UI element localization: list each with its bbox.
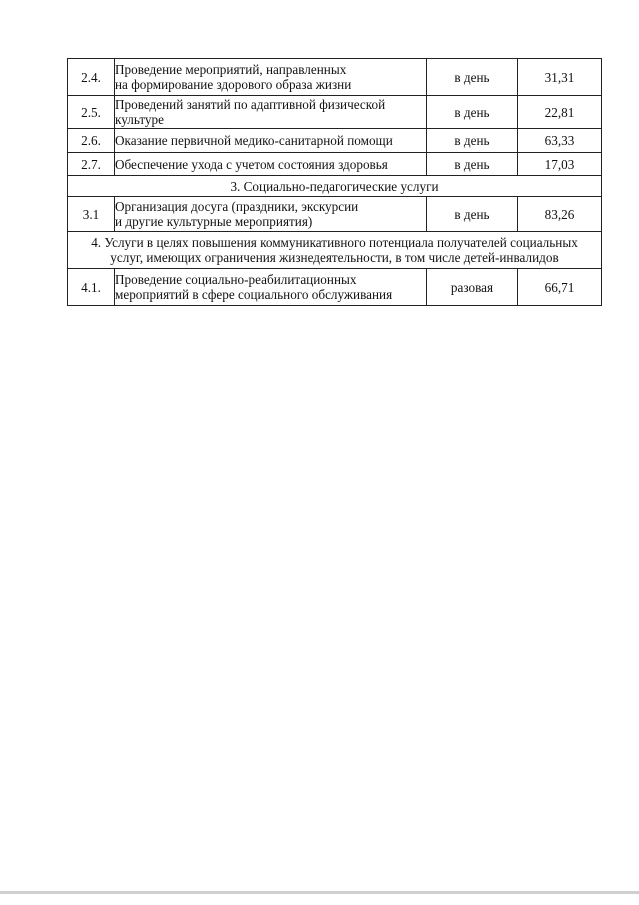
service-name: Проведение мероприятий, направленных на формирование здорового образа жизни (115, 59, 427, 96)
row-number: 2.7. (68, 153, 115, 176)
services-price-table (67, 58, 602, 306)
table-row (68, 96, 602, 129)
service-price: 63,33 (518, 129, 602, 153)
service-price: 22,81 (518, 96, 602, 129)
table-row (68, 129, 602, 153)
row-number: 4.1. (68, 269, 115, 306)
service-price: 66,71 (518, 269, 602, 306)
table-row (68, 59, 602, 96)
section-title: 3. Социально-педагогические услуги (68, 176, 602, 197)
section-header-row (68, 232, 602, 269)
table-row (68, 269, 602, 306)
service-unit: в день (427, 129, 518, 153)
service-name: Оказание первичной медико-санитарной помощи (115, 129, 427, 153)
service-unit: в день (427, 197, 518, 232)
service-price: 17,03 (518, 153, 602, 176)
service-unit: разовая (427, 269, 518, 306)
service-name: Проведение социально-реабилитационных мероприятий в сфере социального обслуживания (115, 269, 427, 306)
row-number: 3.1 (68, 197, 115, 232)
service-name: Обеспечение ухода с учетом состояния здоровья (115, 153, 427, 176)
row-number: 2.4. (68, 59, 115, 96)
row-number: 2.6. (68, 129, 115, 153)
service-price: 31,31 (518, 59, 602, 96)
section-header-row (68, 176, 602, 197)
service-unit: в день (427, 153, 518, 176)
scan-edge-line (0, 891, 639, 894)
section-title: 4. Услуги в целях повышения коммуникативного потенциала получателей социальных услуг, имеющих ограничения жизнедеятельности, в том числе детей-инвалидов (68, 232, 602, 269)
service-unit: в день (427, 96, 518, 129)
table-row (68, 153, 602, 176)
service-unit: в день (427, 59, 518, 96)
row-number: 2.5. (68, 96, 115, 129)
service-name: Организация досуга (праздники, экскурсии и другие культурные мероприятия) (115, 197, 427, 232)
table-row (68, 197, 602, 232)
service-price: 83,26 (518, 197, 602, 232)
service-name: Проведений занятий по адаптивной физической культуре (115, 96, 427, 129)
